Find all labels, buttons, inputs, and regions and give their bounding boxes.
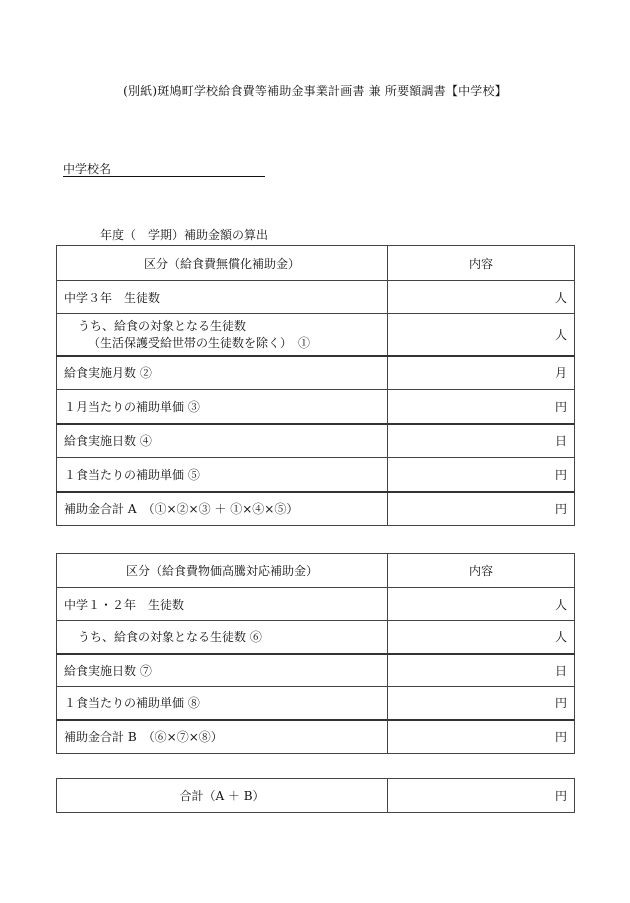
table-row [57,588,575,621]
row-value-cell[interactable] [388,390,575,424]
unit-label: 日 [554,663,567,678]
row-value-cell[interactable] [388,458,575,492]
table-row [57,779,575,813]
table-row [57,492,575,526]
total-label: 合計（A ＋ B） [57,779,388,813]
row-label: １月当たりの補助単価 ③ [57,390,388,424]
unit-label: 日 [554,434,567,449]
subsidy-table-price-surge [56,553,575,754]
unit-label: 円 [554,696,567,711]
row-value-cell[interactable] [388,720,575,754]
table-header-row [57,554,575,588]
unit-label: 円 [554,789,567,803]
row-value-cell[interactable] [388,687,575,720]
row-label: １食当たりの補助単価 ⑧ [57,687,388,720]
unit-label: 円 [554,730,567,745]
table-row [57,281,575,314]
unit-label: 人 [554,597,567,612]
row-value-cell[interactable] [388,356,575,390]
unit-label: 人 [554,630,567,645]
table-row [57,687,575,720]
table-row [57,314,575,356]
unit-label: 円 [554,399,567,414]
header-content: 内容 [388,554,575,588]
row-label [57,314,388,356]
table-row [57,356,575,390]
row-value-cell[interactable] [388,654,575,687]
row-value-cell[interactable] [388,492,575,526]
table-row [57,458,575,492]
table-row [57,390,575,424]
row-value-cell[interactable] [388,314,575,356]
document-title: (別紙)斑鳩町学校給食費等補助金事業計画書 兼 所要額調書【中学校】 [123,84,507,98]
grand-total-table [56,778,575,813]
row-value-cell[interactable] [388,424,575,458]
table-row [57,621,575,654]
row-label: 補助金合計 A （①×②×③ ＋ ①×④×⑤） [57,492,388,526]
header-category: 区分（給食費物価高騰対応補助金） [57,554,388,588]
unit-label: 円 [554,502,567,517]
row-label: 給食実施月数 ② [57,356,388,390]
table-row [57,654,575,687]
row-label: 中学３年 生徒数 [57,281,388,314]
header-content: 内容 [388,246,575,281]
row-value-cell[interactable] [388,621,575,654]
row-label-text: うち、給食の対象となる生徒数 ⑥ [78,630,262,645]
school-name-label: 中学校名 [63,162,112,176]
row-label: 中学１・２年 生徒数 [57,588,388,621]
table-header-row [57,246,575,281]
table-row [57,720,575,754]
school-name-field[interactable] [63,160,265,177]
row-label: 給食実施日数 ④ [57,424,388,458]
unit-label: 月 [554,366,567,381]
row-label-line2: （生活保護受給世帯の生徒数を除く） ① [88,336,311,351]
row-label: 補助金合計 B （⑥×⑦×⑧） [57,720,388,754]
subsidy-table-free-meals [56,245,575,526]
row-label [57,621,388,654]
row-value-cell[interactable] [388,281,575,314]
fiscal-year-line: 年度（ 学期）補助金額の算出 [100,228,269,242]
unit-label: 人 [554,327,567,342]
unit-label: 円 [554,467,567,482]
total-value-cell[interactable] [388,779,575,813]
unit-label: 人 [554,290,567,305]
row-label: 給食実施日数 ⑦ [57,654,388,687]
row-value-cell[interactable] [388,588,575,621]
row-label-line1: うち、給食の対象となる生徒数 [78,319,247,334]
table-row [57,424,575,458]
header-category: 区分（給食費無償化補助金） [57,246,388,281]
row-label: １食当たりの補助単価 ⑤ [57,458,388,492]
